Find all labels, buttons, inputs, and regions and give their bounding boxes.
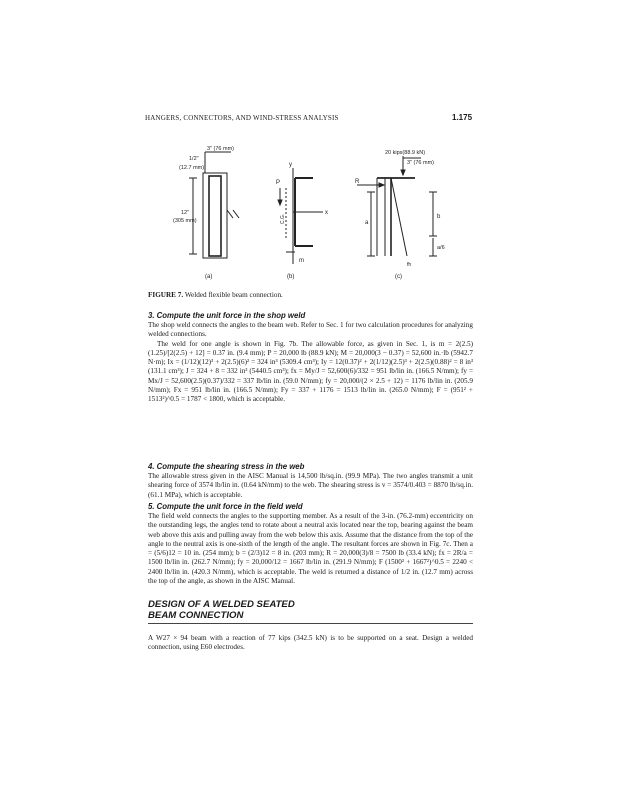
dim-12in-label: 12" <box>181 210 190 216</box>
step4-heading: 4. Compute the shearing stress in the web <box>148 462 305 471</box>
step3-body <box>148 321 473 405</box>
page-number: 1.175 <box>452 113 473 122</box>
welded-connection-figure <box>145 128 475 288</box>
figure-caption-text: Welded flexible beam connection. <box>184 291 283 299</box>
load-p-label: P <box>276 180 281 186</box>
dim-half-label: 1/2" <box>189 156 199 162</box>
dim-b-label: b <box>437 214 441 220</box>
dim-3in-label: 3" (76 mm) <box>207 146 235 152</box>
load-20kips-label: 20 kips(88.9 kN) <box>385 150 426 156</box>
section-title-line-1: DESIGN OF A WELDED SEATED <box>148 599 295 610</box>
panel-b-label: (b) <box>287 274 295 280</box>
step4-body <box>148 472 473 500</box>
panel-c-diagram <box>357 156 437 256</box>
step3-heading: 3. Compute the unit force in the shop weld <box>148 311 306 320</box>
dim-12-7-label: (12.7 mm) <box>179 165 205 171</box>
cg-label: C.G. <box>280 213 286 224</box>
step3-paragraph-1: The shop weld connects the angles to the beam web. Refer to Sec. 1 for two calculation procedures for analyzing welded connections. <box>148 321 473 339</box>
axis-y-label: y <box>289 162 292 168</box>
panel-a-label: (a) <box>205 274 213 280</box>
step3-paragraph-2: The weld for one angle is shown in Fig. 7b. The allowable force, as given in Sec. 1, is m = 2(2.5)(1.25)/[2(2.5) + 12] = 0.37 in. (9.4 mm); P = 20,000 lb (88.9 kN); M = 20,000(3 − 0.37) = 52,600 in.·lb (5942.7 N·m); Ix = (1/12)(12)³ + 2(2.5)(6)² = 324 in³ (5309.4 cm³); Iy = 12(0.37)² + 2(1/12)(2.5)³ + 2(2.5)(0.88)² = 8 in³ (131.1 cm³); J = 324 + 8 = 332 in³ (5440.5 cm³); fx = My/J = 52,600(6)/332 = 951 lb/lin in. (166.5 N/mm); fy = Mx/J = 52,600(2.5)(0.37)/332 = 337 lb/lin in. (59.0 N/mm); fy = 20,000/(2 × 2.5 + 12) = 1176 lb/lin in. (205.9 N/mm); Fx = 951 lb/lin in. (166.5 N/mm); Fy = 337 + 1176 = 1513 lb/lin in. (265.0 N/mm); F = (951² + 1513²)^0.5 = 1787 < 1800, which is acceptable. <box>148 339 473 404</box>
section-title <box>148 600 473 621</box>
step5-heading: 5. Compute the unit force in the field weld <box>148 502 303 511</box>
running-header: HANGERS, CONNECTORS, AND WIND-STRESS ANALYSIS <box>145 114 339 122</box>
step5-paragraph-1: The field weld connects the angles to the supporting member. As a result of the 3-in. (76.2-mm) eccentricity on the outstanding legs, the angles tend to rotate about a neutral axis located near the top, bearing against the beam web above this axis and pulling away from the web below this axis. Assume that the distance from the top of the angle to the neutral axis is one-sixth of the length of the angle. The resultant forces are shown in Fig. 7c. Then a = (5/6)12 = 10 in. (254 mm); b = (2/3)12 = 8 in. (203 mm); R = 20,000(3)/8 = 7500 lb (33.4 kN); fx = 2R/a = 1500 lb/lin in. (262.7 N/mm); fy = 20,000/12 = 1667 lb/lin in. (291.9 N/mm); F (1500² + 1667²)^0.5 = 2240 < 2400 lb/lin in. (420.3 N/mm), which is acceptable. The weld is returned a distance of 1/2 in. (12.7 mm) across the top of the angle, as shown in the AISC Manual. <box>148 512 473 586</box>
step4-paragraph-1: The allowable stress given in the AISC Manual is 14,500 lb/sq.in. (99.9 MPa). The two angles transmit a unit shearing force of 3574 lb/lin in. (0.64 kN/mm) to the web. The shearing stress is v = 3574/0.403 = 8870 lb/sq.in. (61.1 MPa), which is acceptable. <box>148 472 473 499</box>
step5-body <box>148 512 473 586</box>
section-divider <box>148 623 473 624</box>
dim-a6-label: a/6 <box>437 245 445 251</box>
force-r-label: R <box>355 179 360 185</box>
section-title-line-2: BEAM CONNECTION <box>148 609 244 621</box>
dim-a-label: a <box>365 220 369 226</box>
dim-3in-c-label: 3" (76 mm) <box>407 160 435 166</box>
axis-x-label: x <box>325 210 328 216</box>
section-paragraph-1: A W27 × 94 beam with a reaction of 77 kips (342.5 kN) is to be supported on a seat. Design a welded connection, using E60 electrodes. <box>148 634 473 652</box>
panel-c-label: (c) <box>395 274 402 280</box>
figure-caption-label: FIGURE 7. <box>148 291 184 299</box>
force-fh-label: fh <box>407 262 412 268</box>
section-body <box>148 634 473 653</box>
figure-caption <box>148 291 283 299</box>
dim-305-label: (305 mm) <box>173 218 197 224</box>
dim-m-label: m <box>299 258 304 264</box>
